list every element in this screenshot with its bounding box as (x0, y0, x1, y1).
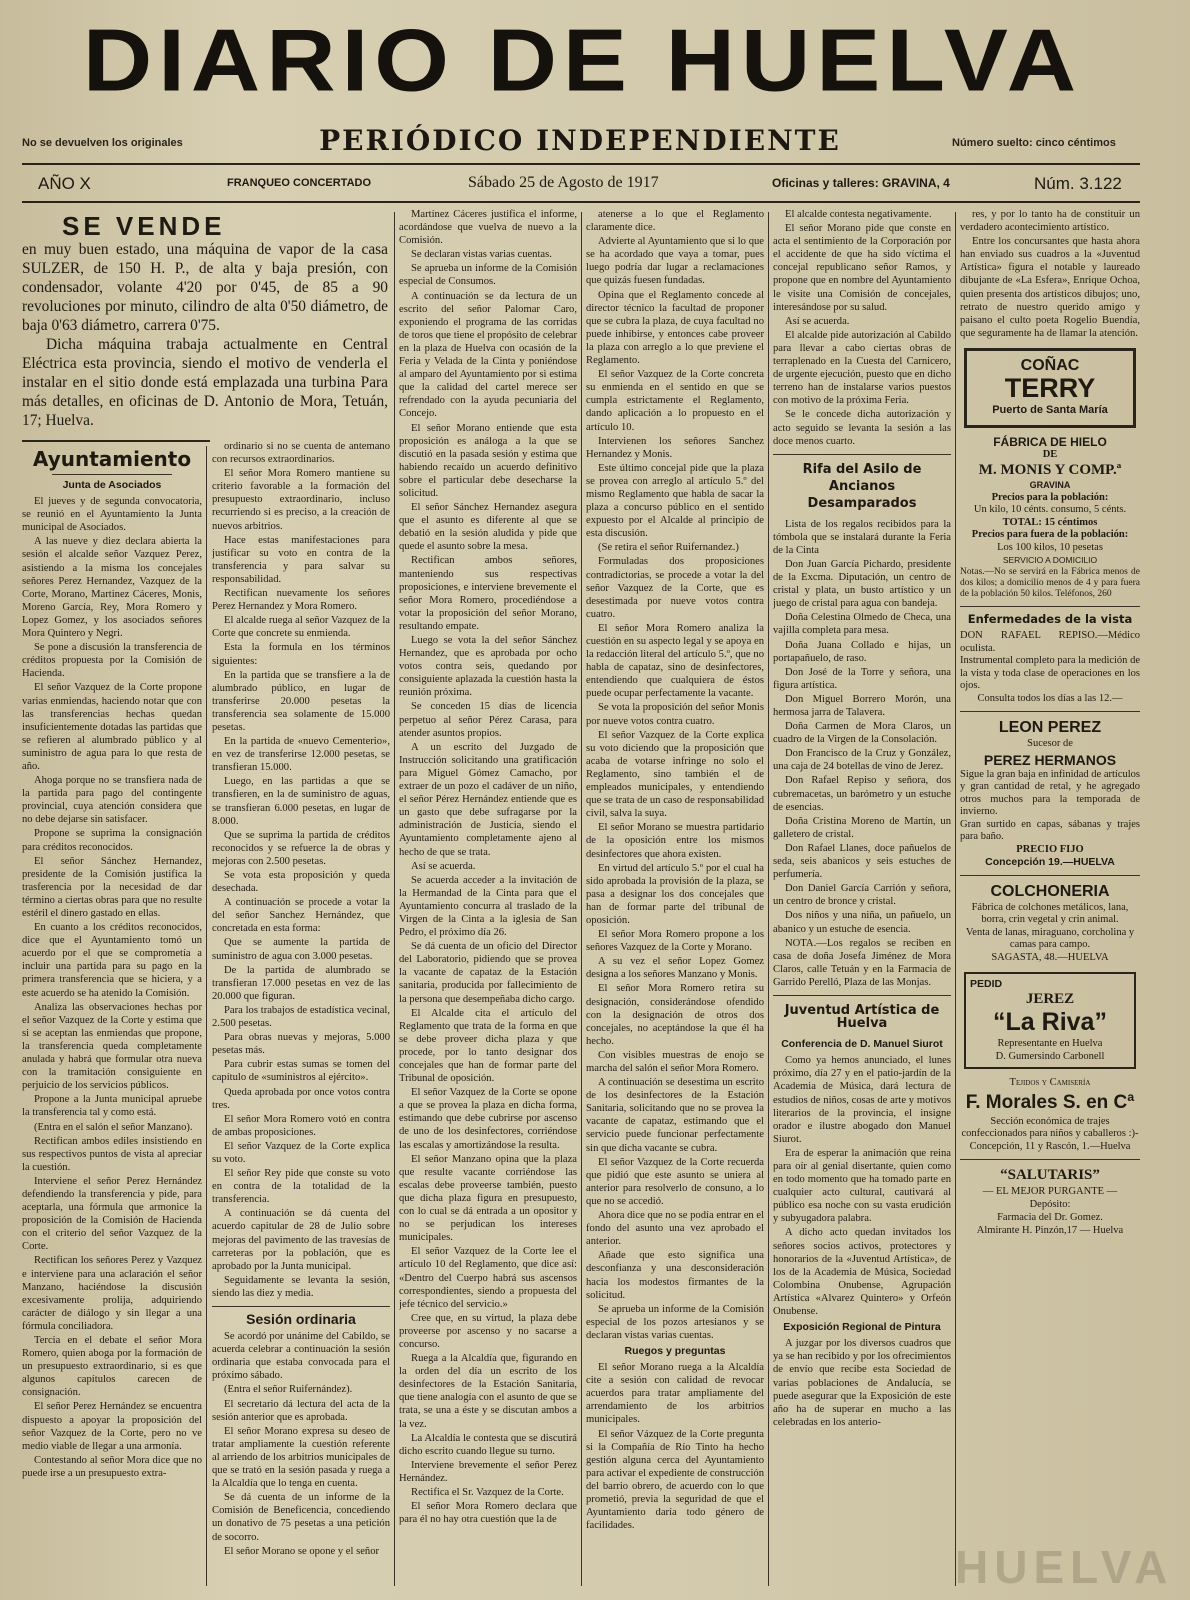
hielo-line-3: M. MONIS Y COMP.ª (978, 462, 1122, 479)
article-paragraph: (Entra el señor Ruifernández). (224, 1384, 353, 1396)
article-paragraph: Rectifican ambos ediles insistiendo en sus respectivos puntos de vista al apreciar la cuestión. (22, 1135, 202, 1173)
article-paragraph: El señor Rey pide que conste su voto en contra de la totalidad de la transferencia. (212, 1168, 390, 1206)
article-paragraph: Don Francisco de la Cruz y González, una caja de 24 botellas de vino de Jerez. (773, 748, 951, 773)
article-paragraph: Como ya hemos anunciado, el lunes próximo, día 27 y en el patio-jardín de la Academia de Música, dará lectura de estudios de niños, cosas de arte y motivos literarios de la provincia, el insigne orador e ilustre abogado don Manuel Siurot. (773, 1055, 951, 1145)
article-paragraph: De la partida de alumbrado se transfieran 17.000 pesetas en vez de las 20.000 que figuran. (212, 964, 390, 1002)
heading-rule (52, 474, 172, 475)
article-paragraph: Se le concede dicha autorización y acto seguido se levanta la sesión a las doce menos cuarto. (773, 409, 951, 447)
article-paragraph: Propone a la Junta municipal apruebe la transferencia tal y como está. (22, 1094, 202, 1119)
terry-line-1: COÑAC (1020, 356, 1080, 374)
column-6-body (960, 208, 1140, 340)
article-paragraph: Contestando al señor Mora dice que no puede irse a un presupuesto extra- (22, 1454, 202, 1479)
hielo-line-10: SERVICIO A DOMICILIO (1002, 555, 1098, 566)
article-paragraph: A continuación se da lectura de un escrito del señor Palomar Caro, exponiendo el programa de las corridas de toros que tiene el propósito de celebrar en la plaza de Huelva con ocasión de la Feria y Velada de la Cinta y poniéndose al amparo del Ayuntamiento por si estima que la calidad del cartel merece ser refrendado con la ayuda pecuniaria del Concejo. (399, 290, 577, 420)
article-paragraph: El señor Vazquez de la Corte explica su voto diciendo que la proposición que acaba de votarse infringe no solo el Reglamento, sino también el de empleados municipales, y entendiendo que se trata de un caso de responsabilidad civil, salva la suya. (586, 729, 764, 820)
article-paragraph: Se declaran vistas varias cuentas. (411, 249, 552, 261)
colch-rule (960, 875, 1140, 876)
article-paragraph: El secretario dá lectura del acta de la sesión anterior que es aprobada. (212, 1398, 390, 1423)
salutaris-line-5: Almirante H. Pinzón,17 — Huelva (976, 1225, 1124, 1237)
column-5-body-a (773, 208, 951, 448)
article-paragraph: Se aprueba un informe de la Comisión especial de Consumos. (399, 263, 577, 288)
vista-line-2: DON RAFAEL REPISO.—Médico oculista. (960, 630, 1140, 654)
article-paragraph: A continuación se dá cuenta del acuerdo capitular de 28 de Julio sobre mejoras del pavimento de las travesías de carreteras por la población, que es aprobado por la Junta municipal. (212, 1208, 390, 1272)
hielo-line-5: Precios para la población: (991, 491, 1109, 503)
article-paragraph: (Se retira el señor Ruifernandez.) (598, 542, 739, 554)
article-paragraph: Rectifican ambos señores, manteniendo sus respectivas proposiciones, e interviene brevemente el señor Mora Romero, procediéndose a votar la proposición del señor Morano, resultando empate. (399, 555, 577, 632)
article-paragraph: Martínez Cáceres justifica el informe, acordándose que vuelva de nuevo a la Comisión. (399, 209, 577, 247)
riva-line-2: JEREZ (1025, 991, 1075, 1008)
franqueo-label: FRANQUEO CONCERTADO (227, 177, 372, 189)
terry-line-2: TERRY (1004, 373, 1096, 404)
juventud-rule (773, 995, 951, 996)
article-paragraph: (Entra en el salón el señor Manzano). (34, 1121, 193, 1133)
article-paragraph: A continuación se procede a votar la del señor Sanchez Hernández, que concretada en esta forma: (212, 897, 390, 935)
article-paragraph: Queda aprobada por once votos contra tres. (212, 1086, 390, 1111)
article-paragraph: Interviene el señor Perez Hernández defendiendo la transferencia y pide, para aceptarla, una fórmula que armonice la proposición de la Comisión de Hacienda con el criterio del señor Vazquez de la Corte. (22, 1175, 202, 1253)
article-paragraph: El señor Vazquez de la Corte concreta su enmienda en el sentido en que se cumpla estrictamente el Reglamento, dando aplicación a lo propuesto en el artículo 10. (586, 369, 764, 433)
article-paragraph: El señor Manzano opina que la plaza que resulte vacante corriéndose las escalas debe proveerse también, puesto que dicha plaza figura en presupuesto, con lo cual se dá entrada a un opositor y no se perjudican los intereses municipales. (399, 1153, 577, 1244)
article-paragraph: El señor Vazquez de la Corte lee el artículo 10 del Reglamento, que dice así: «Dentro del Cuerpo habrá sus ascensos correspondientes, siendo a propuesta del jefe técnico del servicio.» (399, 1246, 577, 1310)
article-paragraph: El señor Morano expresa su deseo de tratar ampliamente la cuestión referente al arriendo de los arbitrios municipales de que se trató en la sesión pasada y ruega a la Alcaldía que lo tenga en cuenta. (212, 1425, 390, 1490)
article-paragraph: En virtud del artículo 5.º por el cual ha sido aprobada la provisión de la plaza, se pasa a designar los dos concejales que han de formar parte del tribunal de oposición. (586, 862, 764, 926)
article-paragraph: Don José de la Torre y señora, una figura artística. (773, 666, 951, 691)
column-3 (399, 208, 577, 1590)
la-riva-ad (964, 972, 1136, 1069)
issue-number: Núm. 3.122 (1034, 174, 1122, 193)
article-paragraph: Se dá cuenta de un oficio del Director del Laboratorio, pidiendo que se provea la vacante de capataz de la Estación sanitaria, producida por fallecimiento de la persona que desempeñaba dicho cargo. (399, 941, 577, 1005)
hielo-line-2: DE (1042, 448, 1058, 460)
column-6 (960, 208, 1140, 1590)
article-paragraph: ordinario si no se cuenta de antemano con recursos extraordinarios. (212, 441, 390, 466)
divider-4 (768, 212, 769, 1586)
article-paragraph: Interviene brevemente el señor Perez Hernández. (399, 1459, 577, 1484)
article-paragraph: Rectifican los señores Perez y Vazquez e interviene para una aclaración el señor Manzano, haciéndose la discusión excesivamente prolija, adquiriendo carácter de diálogo y sin llegar a una fórmula conciliadora. (22, 1255, 202, 1332)
juventud-heading: Juventud Artística de Huelva (784, 1002, 940, 1032)
article-paragraph: Que se suprima la partida de créditos reconocidos y se refuerce la de obras y mejoras con 2.500 pesetas. (212, 829, 390, 867)
column-4-body-b (586, 1361, 764, 1532)
junta-subheading: Junta de Asociados (62, 479, 162, 491)
colch-line-3: Venta de lanas, miraguano, corcholina y camas para campo. (965, 926, 1135, 951)
article-paragraph: El señor Morano se muestra partidario de la oposición entre los mismos desinfectores que ahora existen. (586, 822, 764, 860)
morales-line-3: Sección económica de trajes confeccionados para niños y caballeros :)- (961, 1115, 1139, 1140)
se-vende-p1: en muy buen estado, una máquina de vapor de la casa SULZER, de 150 H. P., de alta y baja presión, con condensador, volante 4'20 por 0'45, de 85 a 90 revoluciones por minuto, cilindro de alta 0'50 diámetro, de baja 0'63 diámetro, carrera 0'75. (22, 241, 388, 334)
article-paragraph: Añade que esto significa una desconfianza y una desconsideración hacia los modestos firmantes de la solicitud. (586, 1250, 764, 1301)
masthead-subtitle: PERIÓDICO INDEPENDIENTE (319, 124, 841, 157)
right-note: Número suelto: cinco céntimos (952, 137, 1116, 149)
article-paragraph: El señor Vazquez de la Corte explica su voto. (212, 1140, 390, 1165)
year-label: AÑO X (38, 174, 91, 193)
article-paragraph: El señor Morano ruega a la Alcaldía cite a sesión con calidad de revocar acuerdos para tratar ampliamente del arrendamiento de los arbitrios municipales. (586, 1362, 764, 1426)
article-paragraph: Rectifica el Sr. Vazquez de la Corte. (411, 1487, 564, 1498)
column-1-body (22, 495, 202, 1480)
article-paragraph: Se dá cuenta de un informe de la Comisión de Beneficencia, concediendo un donativo de 75 pesetas a una petición de socorro. (212, 1492, 390, 1543)
article-paragraph: En cuanto a los créditos reconocidos, dice que el Ayuntamiento tomó un acuerdo por el que se comprometía a incluir una partida para su pago en la primera transferencia que se hiciera, y a este acuerdo se ha atenido la Comisión. (22, 922, 202, 999)
article-paragraph: En la partida que se transfiere a la de alumbrado público, en lugar de transferirse 20.000 pesetas la transferencia sea solamente de 15.000 pesetas. (212, 669, 390, 733)
article-paragraph: Advierte al Ayuntamiento que si lo que se ha acordado que vaya a tomar, pues luego podría dar lugar a reclamaciones que quizás fuesen fundadas. (586, 236, 764, 287)
article-paragraph: Se pone a discusión la transferencia de créditos propuesta por la Comisión de Hacienda. (22, 642, 202, 680)
salutaris-line-2: — EL MEJOR PURGANTE — (982, 1186, 1118, 1198)
juventud-body (773, 1054, 951, 1318)
article-paragraph: Don Rafael Repiso y señora, dos cubremacetas, un barómetro y un estuche de esencias. (773, 775, 951, 813)
article-paragraph: Se vota la proposición del señor Monis por nueve votos contra cuatro. (586, 702, 764, 727)
rifa-heading: Rifa del Asilo de Ancianos Desamparados (802, 461, 922, 511)
article-paragraph: Doña Carmen de Mora Claros, un cuadro de la Virgen de la Consolación. (773, 721, 951, 746)
article-paragraph: Se aprueba un informe de la Comisión especial de los pozos artesianos y se declaran vistas varias cuentas. (586, 1303, 764, 1341)
divider-2 (394, 212, 395, 1586)
article-paragraph: El señor Mora Romero propone a los señores Vazquez de la Corte y Morano. (586, 929, 764, 954)
article-paragraph: Don Juan García Pichardo, presidente de la Excma. Diputación, un centro de cristal y plata, un busto artístico y un juego de cristal para agua con bandeja. (773, 558, 951, 610)
article-paragraph: Luego, en las partidas a que se transfieren, en la de suministro de aguas, se transfieran 6.000 pesetas, en lugar de 8.000. (212, 776, 390, 827)
article-paragraph: Rectifican nuevamente los señores Perez Hernandez y Mora Romero. (212, 588, 390, 613)
terry-ad (964, 348, 1136, 428)
divider-3 (581, 212, 582, 1586)
article-paragraph: Se acordó por unánime del Cabildo, se acuerda celebrar a continuación la sesión ordinaria que estaba convocada para el próximo sábado. (212, 1331, 390, 1382)
article-paragraph: Formuladas dos proposiciones contradictorias, se procede a votar la del señor Vazquez de la Corte, que es desestimada por nueve votos contra cuatro. (586, 556, 764, 620)
column-4 (586, 208, 764, 1590)
article-paragraph: Para cubrir estas sumas se tomen del capítulo de «suministros al ejército». (212, 1059, 390, 1084)
morales-line-4: Concepción, 11 y Rascón, 1.—Huelva (969, 1140, 1131, 1152)
article-paragraph: Luego se vota la del señor Sánchez Hernandez, que es aprobada por ocho votos contra seis, quedando por consiguiente aplazada la cuestión hasta la reunión próxima. (399, 635, 577, 699)
article-paragraph: El señor Vázquez de la Corte pregunta si la Compañía de Río Tinto ha hecho gestión alguna cerca del Ayuntamiento para activar el expediente de construcción del barrio obrero, de acuerdo con lo que prometió, previa la seguridad de que el Ayuntamiento daría todo género de facilidades. (586, 1428, 764, 1532)
colch-line-2: Fábrica de colchones metálicos, lana, borra, crin vegetal y crin animal. (971, 901, 1129, 926)
article-paragraph: El señor Vazquez de la Corte se opone a que se provea la plaza en dicha forma, estimando que debe cubrirse por ascenso de uno de los desinfectores, corriéndose las escalas y amortizándose la resulta. (399, 1087, 577, 1151)
se-vende-p2: Dicha máquina trabaja actualmente en Central Eléctrica esta provincia, siendo el motivo de venderla el instalar en el sitio donde está emplazada una turbina Para más detalles, en oficinas de D. Antonio de Mora, Tetuán, 17; Huelva. (22, 336, 388, 429)
hielo-line-4: GRAVINA (1029, 480, 1071, 491)
article-paragraph: Don Miguel Borrero Morón, una hermosa jarra de Talavera. (773, 693, 951, 718)
article-paragraph: A su vez el señor Lopez Gomez designa a los señores Manzano y Monis. (586, 956, 764, 981)
article-paragraph: Intervienen los señores Sanchez Hernandez y Monis. (586, 435, 764, 460)
sesion-ordinaria-heading: Sesión ordinaria (246, 1311, 356, 1327)
ayuntamiento-heading: Ayuntamiento (32, 447, 192, 471)
salutaris-line-4: Farmacia del Dr. Gomez. (997, 1212, 1103, 1224)
hielo-ad (960, 436, 1140, 600)
riva-line-5: D. Gumersindo Carbonell (995, 1051, 1105, 1063)
riva-line-4: Representante en Huelva (997, 1038, 1103, 1050)
ad-rule (22, 440, 210, 442)
article-paragraph: El jueves y de segunda convocatoria, se reunió en el Ayuntamiento la Junta municipal de Asociados. (22, 496, 202, 534)
article-paragraph: Propone se suprima la consignación para créditos reconocidos. (22, 828, 202, 853)
hielo-line-11: Notas.—No se servirá en la Fábrica menos de dos kilos; a domicilio menos de 4 y para fuera de la población 50 kilos. Teléfonos, 260 (960, 566, 1140, 599)
salutaris-ad (960, 1166, 1140, 1237)
article-paragraph: Analiza las observaciones hechas por el señor Vazquez de la Corte y estima que si se aceptan las enmiendas que propone, la transferencia queda completamente anulada y habrá que formular otra nueva con la tramitación consiguiente en perjuicio de los servicios públicos. (22, 1001, 202, 1092)
article-paragraph: Lista de los regalos recibidos para la tómbola que se instalará durante la Feria de la Cinta (773, 518, 951, 556)
section-rule (212, 1306, 390, 1307)
terry-line-3: Puerto de Santa María (992, 404, 1108, 417)
leon-line-1: LEON PEREZ (998, 719, 1102, 737)
salutaris-rule (960, 1159, 1140, 1160)
archive-watermark: HUELVA (955, 1541, 1174, 1593)
hielo-line-9: Los 100 kilos, 10 pesetas (997, 541, 1103, 553)
leon-line-5: Gran surtido en capas, sábanas y trajes para baño. (960, 818, 1140, 843)
offices-label: Oficinas y talleres: GRAVINA, 4 (772, 176, 950, 190)
article-paragraph: Cree que, en su virtud, la plaza debe proveerse por ascenso y no sacarse a concurso. (399, 1312, 577, 1350)
ruegos-heading: Ruegos y preguntas (624, 1344, 726, 1357)
article-paragraph: Entre los concursantes que hasta ahora han enviado sus cuadros a la «Juventud Artística» figura el notable y laureado dibujante de «La Esfera», Enrique Ochoa, quien presenta dos artísticos dibujos; uno, retrato de nuestro querido amigo y paisano el culto poeta Rogelio Buendía, que seguramente ha de llamar la atención. (960, 236, 1140, 339)
leon-line-7: Concepción 19.—HUELVA (985, 856, 1115, 869)
morales-line-1: Tejidos y Camisería (1009, 1077, 1091, 1089)
article-paragraph: El señor Perez Hernández se encuentra dispuesto a apoyar la proposición del señor Vazquez de la Corte, pero no ve medio viable de llegar a una armonía. (22, 1401, 202, 1452)
article-paragraph: A continuación se desestima un escrito de los desinfectores de la Estación Sanitaria, solicitando que no se provea la vacante de capataz, estimando que el servicio puede funcionar perfectamente sin que dicha vacante se cubra. (586, 1077, 764, 1154)
column-5 (773, 208, 951, 1590)
article-paragraph: Doña Cristina Moreno de Martín, un galletero de cristal. (773, 815, 951, 840)
salutaris-line-1: “SALUTARIS” (1000, 1167, 1100, 1184)
morales-ad (960, 1077, 1140, 1153)
article-paragraph: El señor Mora Romero declara que para él no hay otra cuestión que la de (399, 1501, 577, 1526)
article-paragraph: El señor Morano entiende que esta proposición es análoga a la que se discutió en la pasada sesión y estima que habiendo recaído un acuerdo definitivo sobre el particular debe desecharse la solicitud. (399, 422, 577, 499)
morales-line-2: F. Morales S. en Cª (965, 1091, 1135, 1113)
column-2-body-b (212, 1330, 390, 1558)
riva-line-3: “La Riva” (993, 1008, 1107, 1037)
article-paragraph: Seguidamente se levanta la sesión, siendo las diez y media. (212, 1274, 390, 1299)
article-paragraph: Opina que el Reglamento concede al director técnico la facultad de proponer que se cubra la plaza, de cuya facultad no puede inhibirse, y entonces cabe proveer la plaza con arreglo a lo que previene el Reglamento. (586, 289, 764, 367)
article-paragraph: Dos niños y una niña, un pañuelo, un abanico y un estuche de esencia. (773, 910, 951, 935)
salutaris-line-3: Depósito: (1029, 1199, 1071, 1211)
vista-rule (960, 606, 1140, 607)
article-paragraph: El Alcalde cita el artículo del Reglamento que trata de la forma en que se debe proveer dicha plaza y que procede, por lo tanto designar dos concejales que han de formar parte del Tribunal de oposición. (399, 1007, 577, 1085)
leon-line-3: PEREZ HERMANOS (983, 751, 1117, 768)
article-paragraph: Tercia en el debate el señor Mora Romero, quien aboga por la formación de un presupuesto extraordinario, si es que algunos capítulos carecen de consignación. (22, 1335, 202, 1399)
article-paragraph: El señor Mora Romero retira su designación, considerándose ofendido con la designación de otros dos concejales, no aceptándose la que él ha hecho. (586, 983, 764, 1047)
hielo-line-7: TOTAL: 15 céntimos (1002, 516, 1098, 528)
rifa-body (773, 518, 951, 989)
expo-subheading: Exposición Regional de Pintura (783, 1321, 941, 1334)
hielo-line-8: Precios para fuera de la población: (971, 529, 1129, 541)
vista-line-1: Enfermedades de la vista (967, 611, 1133, 626)
colch-line-4: SAGASTA, 48.—HUELVA (991, 951, 1109, 963)
rifa-rule (773, 454, 951, 455)
top-rule (22, 163, 1140, 165)
column-4-body-a (586, 208, 764, 1342)
vista-line-4: Consulta todos los días a las 12.— (977, 692, 1123, 704)
article-paragraph: El señor Mora Romero analiza la cuestión en su aspecto legal y se apoya en la redacción literal del artículo 5.º, que no habla de capataz, sino de desinfectores, entendiendo que cualquiera de éstos puede ocupar perfectamente la vacante. (586, 622, 764, 700)
article-paragraph: atenerse a lo que el Reglamento claramente dice. (586, 209, 764, 234)
hielo-line-6: Un kilo, 10 cénts. consumo, 5 cénts. (973, 504, 1127, 516)
article-paragraph: El señor Morano pide que conste en acta el sentimiento de la Corporación por el accidente de que ha sido víctima el concejal republicano señor Ramos, y propone que en nombre del Ayuntamiento le visite una Comisión de concejales, interesándose por su salud. (773, 223, 951, 313)
article-paragraph: Doña Juana Collado e hijas, un portapañuelo, de raso. (773, 639, 951, 664)
article-paragraph: Con visibles muestras de enojo se marcha del salón el señor Mora Romero. (586, 1049, 764, 1074)
article-paragraph: Así se acuerda. (411, 860, 476, 872)
article-paragraph: Que se aumente la partida de suministro de agua con 3.000 pesetas. (212, 937, 390, 962)
article-paragraph: Don Rafael Llanes, doce pañuelos de seda, seis abanicos y seis estuches de perfumería. (773, 842, 951, 881)
leon-line-2: Sucesor de (1027, 738, 1073, 750)
article-paragraph: Hace estas manifestaciones para justificar su voto en contra de la transferencia y para salvar su responsabilidad. (212, 534, 390, 585)
se-vende-ad (22, 212, 388, 430)
article-paragraph: A las nueve y diez declara abierta la sesión el alcalde señor Vazquez Perez, asistiendo a la misma los concejales señores Perez Hernandez, Vazquez de la Corte, Morano, Martinez Cáceres, Monis, Moreno García, Rey, Mora Romero y Lopez Gomez, y los asociados señores Mora Quintero y Negri. (22, 536, 202, 640)
article-paragraph: El señor Mora Romero votó en contra de ambas proposiciones. (212, 1113, 390, 1138)
leon-line-4: Sigue la gran baja en infinidad de artículos y gran cantidad de retal, y he agregado otros muchos para la temporada de invierno. (960, 768, 1140, 818)
left-note: No se devuelven los originales (22, 137, 183, 149)
article-paragraph: Se vota esta proposición y queda desechada. (212, 870, 390, 895)
vista-ad (960, 613, 1140, 706)
article-paragraph: A dicho acto quedan invitados los señores socios activos, protectores y honorarios de la «Juventud Artística», de los de la Academia de Música, Sociedad Colombina Onubense, Agrupación Artística «Alvarez Quintero» y Orfeón Onubense. (773, 1227, 951, 1318)
article-paragraph: Se conceden 15 días de licencia perpetuo al señor Pérez Carasa, para atender asuntos propios. (399, 701, 577, 739)
article-paragraph: Esta la formula en los términos siguientes: (212, 642, 390, 667)
leon-rule (960, 711, 1140, 712)
info-rule (22, 201, 1140, 203)
article-paragraph: El alcalde contesta negativamente. (785, 209, 932, 220)
info-bar (22, 168, 1140, 200)
leon-line-6: PRECIO FIJO (1016, 843, 1084, 855)
article-paragraph: Así se acuerda. (785, 315, 850, 327)
article-paragraph: Este último concejal pide que la plaza se provea con arreglo al artículo 5.º del mismo Reglamento que habla de sacar la plaza a concurso público en el sentido expuesto por el Alcalde al principio de esta discusión. (586, 462, 764, 540)
hielo-line-1: FÁBRICA DE HIELO (993, 435, 1107, 450)
article-paragraph: El señor Sánchez Hernandez, presidente de la Comisión justifica la trasferencia por la necesidad de dar término a ciertas obras para que no resulte estéril el dinero gastado en ellas. (22, 855, 202, 919)
article-paragraph: NOTA.—Los regalos se reciben en casa de doña Josefa Jiménez de Mora Claros, calle Tetuán y en la Farmacia de Garrido Perelló, Plaza de las Monjas. (773, 937, 951, 988)
article-paragraph: A un escrito del Juzgado de Instrucción solicitando una gratificación para Miguel Gómez Camacho, por extraer de un pozo el cadáver de un niño, el señor Pérez Hernández entiende que es un gasto que debe sufragarse por la administración de Justicia, siendo el Ayuntamiento completamente ajeno al hecho de que se trata. (399, 741, 577, 858)
article-paragraph: El señor Sánchez Hernandez asegura que el asunto es diferente al que se debatió en la sesión aludida y pide que quede el asunto sobre la mesa. (399, 502, 577, 553)
masthead-title: DIARIO DE HUELVA (82, 11, 1083, 110)
article-paragraph: El señor Mora Romero mantiene su criterio favorable a la formación del presupuesto extraordinario, incluso recurriendo si es preciso, a la creación de nuevos arbitrios. (212, 468, 390, 532)
article-paragraph: Ruega a la Alcaldía que, figurando en la orden del día un escrito de los desinfectores de la Estación Sanitaria, que tiene analogía con el asunto de que se trata, se una a éste y se discutan ambos a la vez. (399, 1353, 577, 1430)
article-paragraph: Doña Celestina Olmedo de Checa, una vajilla completa para mesa. (773, 612, 951, 637)
article-paragraph: Para los trabajos de estadística vecinal, 2.500 pesetas. (212, 1004, 390, 1030)
article-paragraph: El señor Morano se opone y el señor (224, 1545, 380, 1557)
column-2-body-a (212, 440, 390, 1300)
article-paragraph: El señor Vazquez de la Corte propone varias enmiendas, haciendo notar que con las transferencias hechas quedan insuficientemente dotadas las partidas que se refieren al alumbrado público y al suministro de agua para lo que resta de año. (22, 682, 202, 772)
column-1 (22, 446, 202, 1590)
article-paragraph: Ahora dice que no se podía entrar en el fondo del asunto una vez aprobado el anterior. (586, 1210, 764, 1248)
riva-line-1: PEDID (970, 978, 1003, 991)
article-paragraph: La Alcaldía le contesta que se discutirá dicho escrito cuando llegue su turno. (399, 1432, 577, 1457)
article-paragraph: El alcalde ruega al señor Vazquez de la Corte que concrete su enmienda. (212, 615, 390, 640)
vista-line-3: Instrumental completo para la medición de la vista y toda clase de operaciones en los ojos. (960, 655, 1140, 692)
article-paragraph: Se acuerda acceder a la invitación de la Hermandad de la Cinta para que el Ayuntamiento concurra al traslado de la Virgen de la Cinta a la iglesia de San Pedro, el próximo día 26. (399, 874, 577, 939)
article-paragraph: El alcalde pide autorización al Cabildo para llevar a cabo ciertas obras de terraplenado en la Cuesta del Carnicero, de urgente ejecución, puesto que en dicho terreno han de instalarse varios puestos con motivo de la próxima Feria. (773, 329, 951, 407)
expo-paragraph: A juzgar por los diversos cuadros que ya se han recibido y por los ofrecimientos de envío que recibe esta Sociedad de varias poblaciones de Andalucía, se puede asegurar que la Exposición de este año ha de superar en mucho a las celebradas en los anterio- (773, 1338, 951, 1428)
leon-perez-ad (960, 718, 1140, 869)
column-3-body (399, 208, 577, 1526)
article-paragraph: Don Daniel García Carrión y señora, un centro de bronce y cristal. (773, 883, 951, 908)
divider-1 (206, 446, 207, 1586)
colchoneria-ad (960, 882, 1140, 965)
article-paragraph: Era de esperar la animación que reina para oír al genial disertante, quien como en todo momento que ha tomado parte en cualquier acto cultural, cautivará al público esa noche con su vasta erudición y subyugadora palabra. (773, 1147, 951, 1225)
date-label: Sábado 25 de Agosto de 1917 (468, 174, 659, 191)
article-paragraph: Para obras nuevas y mejoras, 5.000 pesetas más. (212, 1032, 390, 1057)
column-2 (212, 440, 390, 1590)
article-paragraph: res, y por lo tanto ha de constituir un verdadero acontecimiento artístico. (960, 209, 1140, 234)
divider-5 (955, 212, 956, 1586)
article-paragraph: En la partida de «nuevo Cementerio», en vez de transferirse 12.000 pesetas, se transfieran 15.000. (212, 736, 390, 774)
conferencia-subheading: Conferencia de D. Manuel Siurot (781, 1038, 943, 1051)
se-vende-title: SE VENDE (62, 211, 226, 241)
article-paragraph: Ahoga porque no se transfiera nada de la partida para pago del contingente provincial, cuya atención considera que no debe dejarse sin satisfacer. (22, 775, 202, 826)
colch-line-1: COLCHONERIA (990, 882, 1110, 900)
article-paragraph: El señor Vazquez de la Corte recuerda que pidió que este asunto se uniera al anterior para resolverlo de consuno, a lo que no se accedió. (586, 1156, 764, 1207)
